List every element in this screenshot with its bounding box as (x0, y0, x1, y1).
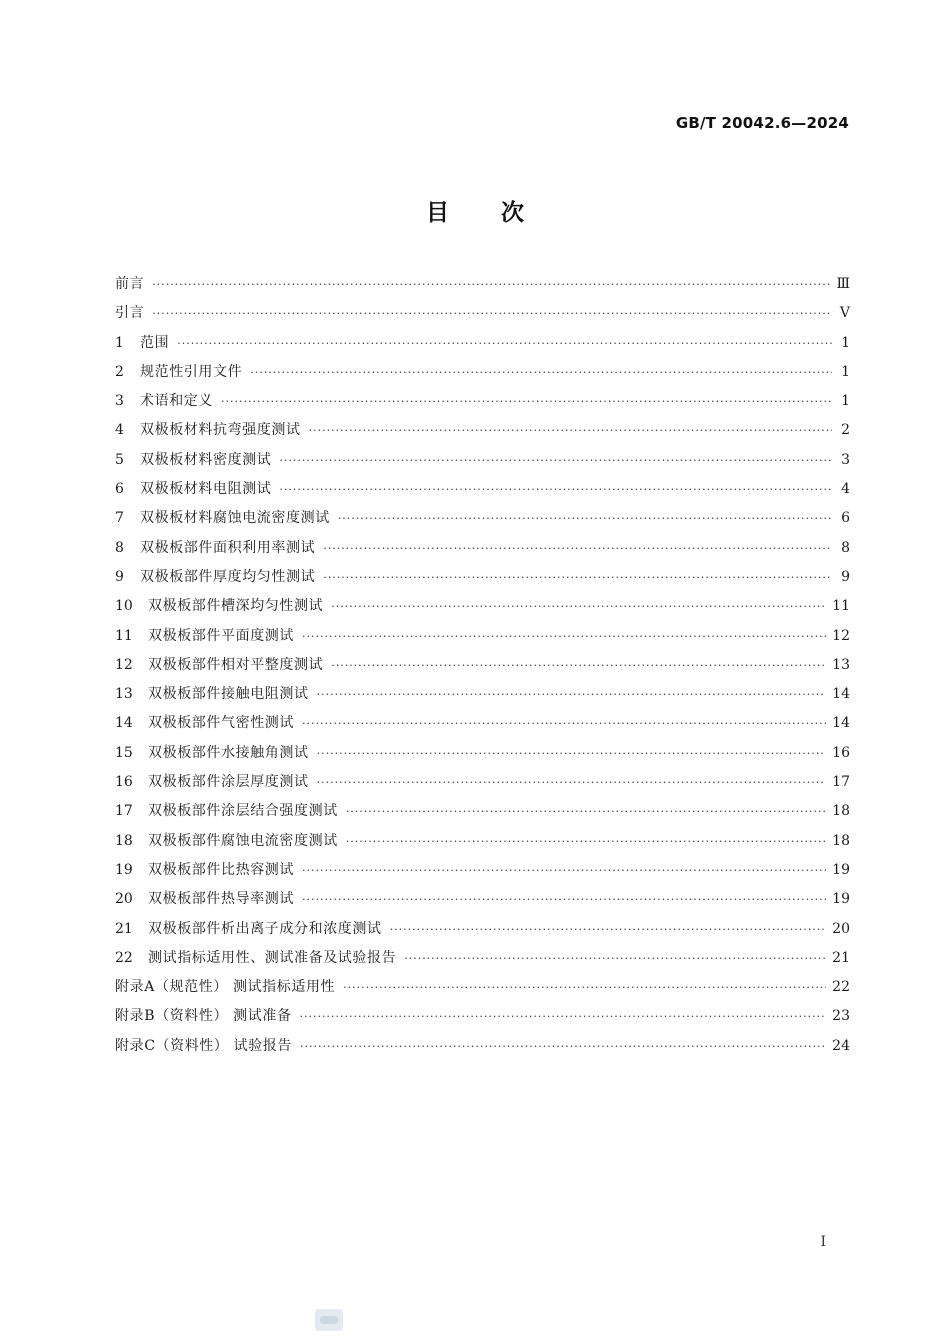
toc-entry-label: 双极板部件相对平整度测试 (148, 656, 324, 673)
toc-leader-dots (221, 387, 832, 416)
toc-entry-page: 13 (832, 656, 850, 673)
toc-leader-dots (331, 651, 826, 680)
toc-entry-page: 9 (841, 568, 850, 585)
toc-entry-label: 双极板部件厚度均匀性测试 (140, 568, 316, 585)
standard-number: GB/T 20042.6—2024 (675, 114, 849, 132)
toc-leader-dots (300, 1002, 827, 1031)
toc-entry[interactable] (115, 797, 850, 826)
toc-entry-label: 前言 (115, 276, 145, 292)
toc-entry-label: 双极板材料密度测试 (140, 451, 272, 468)
toc-entry-label: 双极板部件平面度测试 (148, 627, 294, 644)
toc-entry[interactable] (115, 915, 850, 944)
toc-entry-number: 17 (115, 803, 133, 820)
toc-entry-number: 15 (115, 744, 133, 761)
toc-entry-label: 双极板部件槽深均匀性测试 (148, 598, 324, 615)
toc-entry-page: Ⅲ (836, 276, 850, 292)
logo-mark-icon (320, 1316, 338, 1324)
toc-entry[interactable] (115, 416, 850, 445)
toc-entry-page: 22 (832, 979, 850, 996)
toc-entry-label: 双极板材料腐蚀电流密度测试 (140, 510, 330, 527)
toc-leader-dots (317, 680, 827, 709)
toc-entry-number: 18 (115, 832, 133, 849)
toc-entry-page: 17 (832, 774, 850, 791)
toc-entry-page: 2 (841, 422, 850, 439)
toc-list (115, 270, 850, 1061)
toc-entry[interactable] (115, 944, 850, 973)
toc-entry[interactable] (115, 270, 850, 299)
toc-entry-number: 11 (115, 627, 133, 644)
toc-entry[interactable] (115, 622, 850, 651)
toc-entry-label: 双极板部件热导率测试 (148, 891, 294, 908)
toc-entry-label: 附录B（资料性） 测试准备 (115, 1008, 292, 1025)
toc-entry-label: 双极板部件比热容测试 (148, 861, 294, 878)
toc-entry[interactable] (115, 680, 850, 709)
toc-entry-label: 引言 (115, 305, 145, 322)
toc-leader-dots (346, 797, 826, 826)
toc-leader-dots (317, 768, 827, 797)
toc-entry-page: 20 (832, 920, 850, 937)
toc-leader-dots (323, 534, 832, 563)
toc-entry-label: 双极板部件水接触角测试 (148, 744, 309, 761)
toc-entry[interactable] (115, 387, 850, 416)
toc-entry-page: 16 (832, 744, 850, 761)
toc-entry-label: 双极板部件面积利用率测试 (140, 539, 316, 556)
toc-entry[interactable] (115, 885, 850, 914)
toc-entry-page: 23 (832, 1008, 850, 1025)
toc-entry-number: 8 (115, 539, 124, 556)
toc-entry-page: 18 (832, 803, 850, 820)
toc-entry[interactable] (115, 446, 850, 475)
toc-entry-label: 双极板部件腐蚀电流密度测试 (148, 832, 338, 849)
toc-leader-dots (309, 416, 832, 445)
toc-entry-number: 4 (115, 422, 124, 439)
toc-entry-number: 19 (115, 861, 133, 878)
toc-entry-page: Ⅴ (839, 305, 850, 322)
toc-entry[interactable] (115, 534, 850, 563)
toc-entry-label: 测试指标适用性、测试准备及试验报告 (148, 949, 397, 966)
toc-leader-dots (302, 709, 826, 738)
toc-entry-page: 12 (832, 627, 850, 644)
toc-leader-dots (302, 856, 826, 885)
toc-entry-number: 20 (115, 891, 133, 908)
toc-entry-number: 6 (115, 481, 124, 498)
toc-leader-dots (331, 592, 826, 621)
toc-entry-label: 双极板部件气密性测试 (148, 715, 294, 732)
toc-entry-label: 双极板部件涂层结合强度测试 (148, 803, 338, 820)
toc-entry-number: 7 (115, 510, 124, 527)
toc-entry-number: 10 (115, 598, 133, 615)
toc-entry-label: 附录A（规范性） 测试指标适用性 (115, 979, 336, 996)
toc-entry-page: 3 (841, 451, 850, 468)
toc-entry-page: 14 (832, 686, 850, 703)
toc-entry-number: 12 (115, 656, 133, 673)
toc-entry-page: 14 (832, 715, 850, 732)
toc-entry[interactable] (115, 739, 850, 768)
toc-entry-label: 双极板部件涂层厚度测试 (148, 774, 309, 791)
toc-leader-dots (404, 944, 826, 973)
toc-entry-page: 4 (841, 481, 850, 498)
page-number: Ⅰ (820, 1234, 826, 1250)
toc-title: 目次 (426, 200, 576, 226)
toc-leader-dots (390, 915, 827, 944)
toc-entry-page: 21 (832, 949, 850, 966)
toc-leader-dots (323, 563, 832, 592)
toc-entry[interactable] (115, 475, 850, 504)
toc-entry-label: 术语和定义 (140, 393, 213, 410)
toc-entry-page: 18 (832, 832, 850, 849)
toc-entry-label: 附录C（资料性） 试验报告 (115, 1037, 292, 1054)
toc-entry-page: 19 (832, 891, 850, 908)
toc-entry[interactable] (115, 1032, 850, 1061)
toc-entry-number: 1 (115, 334, 124, 351)
toc-leader-dots (250, 358, 832, 387)
toc-entry-page: 19 (832, 861, 850, 878)
toc-entry-page: 6 (841, 510, 850, 527)
toc-entry-page: 11 (832, 598, 850, 615)
toc-entry-page: 8 (841, 539, 850, 556)
toc-leader-dots (343, 973, 826, 1002)
toc-entry[interactable] (115, 768, 850, 797)
toc-entry-page: 1 (841, 363, 850, 380)
toc-entry-number: 5 (115, 451, 124, 468)
toc-entry-label: 双极板材料抗弯强度测试 (140, 422, 301, 439)
toc-entry-label: 规范性引用文件 (140, 363, 243, 380)
toc-entry-number: 16 (115, 774, 133, 791)
toc-entry-page: 24 (832, 1037, 850, 1054)
toc-leader-dots (346, 827, 826, 856)
toc-entry-page: 1 (841, 334, 850, 351)
toc-entry[interactable] (115, 329, 850, 358)
toc-entry-number: 13 (115, 686, 133, 703)
toc-entry[interactable] (115, 299, 850, 328)
toc-entry[interactable] (115, 1002, 850, 1031)
toc-entry[interactable] (115, 358, 850, 387)
toc-leader-dots (279, 446, 832, 475)
toc-entry[interactable] (115, 856, 850, 885)
toc-leader-dots (338, 504, 832, 533)
toc-leader-dots (300, 1032, 826, 1061)
toc-entry[interactable] (115, 973, 850, 1002)
toc-entry-number: 21 (115, 920, 133, 937)
toc-leader-dots (152, 270, 830, 299)
toc-entry-label: 双极板材料电阻测试 (140, 481, 272, 498)
toc-leader-dots (302, 885, 826, 914)
toc-leader-dots (317, 739, 827, 768)
toc-entry-number: 14 (115, 715, 133, 732)
toc-entry-number: 9 (115, 568, 124, 585)
publisher-logo (315, 1309, 343, 1331)
toc-entry-page: 1 (841, 393, 850, 410)
toc-leader-dots (302, 622, 826, 651)
toc-entry[interactable] (115, 827, 850, 856)
toc-entry-label: 双极板部件析出离子成分和浓度测试 (148, 920, 382, 937)
toc-leader-dots (152, 299, 832, 328)
toc-entry-label: 范围 (140, 334, 170, 351)
toc-entry[interactable] (115, 563, 850, 592)
toc-entry[interactable] (115, 592, 850, 621)
toc-entry[interactable] (115, 651, 850, 680)
toc-entry-number: 3 (115, 393, 124, 410)
toc-leader-dots (279, 475, 832, 504)
toc-leader-dots (177, 329, 832, 358)
toc-entry-number: 2 (115, 363, 124, 380)
toc-entry[interactable] (115, 709, 850, 738)
toc-entry-number: 22 (115, 949, 133, 966)
toc-entry-label: 双极板部件接触电阻测试 (148, 686, 309, 703)
toc-entry[interactable] (115, 504, 850, 533)
